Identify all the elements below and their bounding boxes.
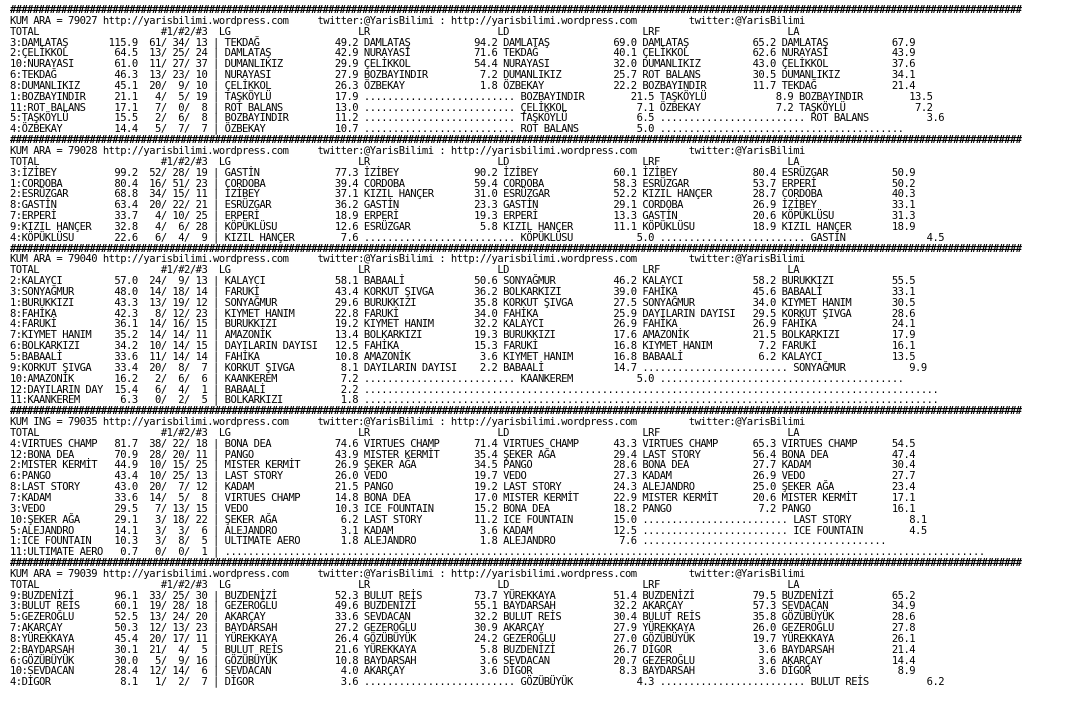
section-separator: ################################################################################################################################################################################## [10, 242, 1022, 255]
result-row: 8:DUMANLIKIZ 45.1 20/ 9/ 10 | ÇELİKKOL 26.3 ÖZBEKAY 1.8 ÖZBEKAY 22.2 BOZBAYINDIR 11.7 TEKDAĞ 21.4 [10, 79, 916, 92]
section-separator: ################################################################################################################################################################################## [10, 134, 1022, 147]
result-row: 3:DAMLATAŞ 115.9 61/ 34/ 13 | TEKDAĞ 49.2 DAMLATAŞ 94.2 DAMLATAŞ 69.0 DAMLATAŞ 65.2 DAMLATAŞ 67.9 [10, 36, 916, 49]
column-header-line: TOTAL #1/#2/#3 LG LR LD LRF LA [10, 155, 800, 168]
result-row: 12:BONA DEA 70.9 28/ 20/ 11 | PANGO 43.9 MISTER KERMİT 35.4 ŞEKER AĞA 29.4 LAST STORY 56.4 BONA DEA 47.4 [10, 448, 916, 461]
result-row: 1:CORDOBA 80.4 16/ 51/ 23 | CORDOBA 39.4 CORDOBA 59.4 CORDOBA 58.3 ESRÜZGAR 53.7 ERPERİ 50.2 [10, 177, 916, 190]
result-row: 5:TAŞKÖYLÜ 15.5 2/ 6/ 8 | BOZBAYINDIR 11.2 .......................... TAŞKÖYLÜ 6.5 ......................... ROT BALANS 3.6 [10, 112, 945, 125]
result-row: 2:KALAYCI 57.0 24/ 9/ 13 | KALAYCI 58.1 BABAALİ 50.6 SONYAĞMUR 46.2 KALAYCI 58.2 BURUKKIZI 55.5 [10, 275, 916, 288]
race-section [10, 406, 1021, 558]
race-section [10, 558, 1021, 688]
result-row: 9:KIZIL HANÇER 32.8 4/ 6/ 28 | KÖPÜKLÜSU 12.6 ESRÜZGAR 5.8 KIZIL HANÇER 11.1 KÖPÜKLÜSU 18.9 KIZIL HANÇER 18.9 [10, 220, 916, 233]
race-section [10, 244, 1021, 407]
result-row: 4:DİGOR 8.1 1/ 2/ 7 | DİGOR 3.6 .......................... GÖZÜBÜYÜK 4.3 ......................... BULUT REİS 6.2 [10, 676, 945, 689]
column-header-line: TOTAL #1/#2/#3 LG LR LD LRF LA [10, 264, 800, 277]
result-row: 4:KÖPÜKLÜSU 22.6 6/ 4/ 9 | KIZIL HANÇER 7.6 .......................... KÖPÜKLÜSU 5.0 ......................... GASTİN 4.5 [10, 231, 945, 244]
result-row: 10:SEVDACAN 28.4 12/ 14/ 6 | SEVDACAN 4.0 AKARÇAY 3.6 DİGOR 8.3 BAYDARSAH 3.6 DİGOR 8.9 [10, 665, 916, 678]
result-row: 5:BABAALİ 33.6 11/ 14/ 14 | FAHİKA 10.8 AMAZONİK 3.6 KIYMET HANIM 16.8 BABAALİ 6.2 KALAYCI 13.5 [10, 351, 916, 363]
result-row: 7:KIYMET HANIM 35.2 14/ 14/ 11 | AMAZONİK 13.4 BOLKARKIZI 19.3 BURUKKIZI 17.6 AMAZONİK 21.5 BOLKARKIZI 17.9 [10, 329, 916, 342]
race-header-line: KUM ARA = 79028 http://yarisbilimi.wordpress.com twitter:@YarisBilimi : http://yarisbilimi.wordpress.com twitter:@YarisBilimi [10, 144, 805, 157]
result-row: 4:ÖZBEKAY 14.4 5/ 7/ 7 | ÖZBEKAY 10.7 .......................... ROT BALANS 5.0 .......................................... [10, 123, 904, 136]
result-row: 3:İZİBEY 99.2 52/ 28/ 19 | GASTİN 77.3 İZİBEY 90.2 İZİBEY 60.1 İZİBEY 80.4 ESRÜZGAR 50.9 [10, 166, 916, 179]
race-header-line: KUM ARA = 79040 http://yarisbilimi.wordpress.com twitter:@YarisBilimi : http://yarisbilimi.wordpress.com twitter:@YarisBilimi [10, 253, 805, 266]
result-row: 8:LAST STORY 43.0 20/ 7/ 12 | KADAM 21.5 PANGO 19.2 LAST STORY 24.3 ALEJANDRO 25.0 ŞEKER AĞA 23.4 [10, 481, 916, 494]
result-row: 7:ERPERİ 33.7 4/ 10/ 25 | ERPERİ 18.9 ERPERİ 19.3 ERPERİ 13.3 GASTİN 20.6 KÖPÜKLÜSU 31.3 [10, 210, 916, 223]
result-row: 10:ŞEKER AĞA 29.1 3/ 18/ 22 | ŞEKER AĞA 6.2 LAST STORY 11.2 ICE FOUNTAIN 15.0 ......................... LAST STORY 8.1 [10, 513, 927, 526]
column-header-line: TOTAL #1/#2/#3 LG LR LD LRF LA [10, 426, 800, 439]
result-row: 3:SONYAĞMUR 48.0 14/ 18/ 14 | FARUKİ 43.4 KORKUT ŞIVGA 36.2 BOLKARKIZI 39.0 FAHİKA 45.6 BABAALİ 33.1 [10, 285, 916, 298]
result-row: 1:BOZBAYINDIR 21.1 4/ 5/ 19 | TAŞKÖYLÜ 17.9 .......................... BOZBAYINDIR 21.5 TAŞKÖYLÜ 8.9 BOZBAYINDIR 13.5 [10, 90, 933, 103]
result-row: 7:AKARÇAY 50.3 12/ 13/ 23 | BAYDARSAH 27.2 GEZEROĞLU 30.9 AKARÇAY 27.9 YÜREKKAYA 26.0 GEZEROĞLU 27.8 [10, 622, 916, 635]
column-header-line: TOTAL #1/#2/#3 LG LR LD LRF LA [10, 25, 800, 38]
result-row: 1:ICE FOUNTAIN 10.3 3/ 8/ 5 | ULTIMATE AERO 1.8 ALEJANDRO 1.8 ALEJANDRO 7.6 .......................................... [10, 535, 887, 548]
column-header-line: TOTAL #1/#2/#3 LG LR LD LRF LA [10, 578, 800, 591]
result-row: 6:PANGO 43.4 10/ 25/ 13 | LAST STORY 26.0 VEDO 19.7 VEDO 27.3 KADAM 26.9 VEDO 27.7 [10, 470, 916, 483]
result-row: 11:ROT BALANS 17.1 7/ 0/ 8 | ROT BALANS 13.0 .......................... ÇELİKKOL 7.1 ÖZBEKAY 7.2 TAŞKÖYLÜ 7.2 [10, 101, 933, 114]
result-row: 11:ULTIMATE AERO 0.7 0/ 0/ 1 | ................................................................................................................................... [10, 546, 985, 559]
result-row: 10:AMAZONİK 16.2 2/ 6/ 6 | KAANKEREM 7.2 .......................... KAANKEREM 5.0 .......................................... [10, 372, 904, 385]
result-row: 8:GASTİN 63.4 20/ 22/ 21 | ESRÜZGAR 36.2 GASTİN 23.3 GASTİN 29.1 CORDOBA 26.9 İZİBEY 33.1 [10, 199, 916, 212]
result-row: 1:BURUKKIZI 43.3 13/ 19/ 12 | SONYAĞMUR 29.6 BURUKKIZI 35.8 KORKUT ŞIVGA 27.5 SONYAĞMUR 34.0 KIYMET HANIM 30.5 [10, 296, 916, 309]
race-header-line: KUM ING = 79035 http://yarisbilimi.wordpress.com twitter:@YarisBilimi : http://yarisbilimi.wordpress.com twitter:@YarisBilimi [10, 416, 805, 429]
result-row: 6:TEKDAĞ 46.3 13/ 23/ 10 | NURAYASI 27.9 BOZBAYINDIR 7.2 DUMANLIKIZ 25.7 ROT BALANS 30.5 DUMANLIKIZ 34.1 [10, 69, 916, 82]
result-row: 2:MISTER KERMİT 44.9 10/ 15/ 25 | MISTER KERMİT 26.9 ŞEKER AĞA 34.5 PANGO 28.6 BONA DEA 27.7 KADAM 30.4 [10, 459, 916, 472]
result-row: 3:VEDO 29.5 7/ 13/ 15 | VEDO 10.3 ICE FOUNTAIN 15.2 BONA DEA 18.2 PANGO 7.2 PANGO 16.1 [10, 502, 916, 515]
race-section [10, 135, 1021, 243]
race-results-document [10, 5, 1021, 688]
result-row: 8:YÜREKKAYA 45.4 20/ 17/ 11 | YÜREKKAYA 26.4 GÖZÜBÜYÜK 24.2 GEZEROĞLU 27.0 GÖZÜBÜYÜK 19.7 YÜREKKAYA 26.1 [10, 632, 916, 645]
result-row: 9:BUZDENİZİ 96.1 33/ 25/ 30 | BUZDENİZİ 52.3 BULUT REİS 73.7 YÜREKKAYA 51.4 BUZDENİZİ 79.5 BUZDENİZİ 65.2 [10, 589, 916, 602]
result-row: 3:BULUT REİS 60.1 19/ 28/ 18 | GEZEROĞLU 49.6 BUZDENİZİ 55.1 BAYDARSAH 32.2 AKARÇAY 57.3 SEVDACAN 34.9 [10, 600, 916, 613]
result-row: 12:DAYILARIN DAY 15.4 6/ 4/ 1 | BABAALİ 2.2 ................................................................................................... [10, 383, 939, 396]
result-row: 6:BOLKARKIZI 34.2 10/ 14/ 15 | DAYILARIN DAYISI 12.5 FAHİKA 15.3 FARUKİ 16.8 KIYMET HANIM 7.2 FARUKİ 16.1 [10, 340, 916, 353]
result-row: 4:FARUKİ 36.1 14/ 16/ 15 | BURUKKIZI 19.2 KIYMET HANIM 32.2 KALAYCI 26.9 FAHİKA 26.9 FAHİKA 24.1 [10, 318, 916, 331]
result-row: 5:ALEJANDRO 14.1 3/ 3/ 6 | ALEJANDRO 3.1 KADAM 3.6 KADAM 12.5 ......................... ICE FOUNTAIN 4.5 [10, 524, 927, 537]
section-separator: ################################################################################################################################################################################## [10, 405, 1022, 418]
race-header-line: KUM ARA = 79039 http://yarisbilimi.wordpress.com twitter:@YarisBilimi : http://yarisbilimi.wordpress.com twitter:@YarisBilimi [10, 567, 805, 580]
result-row: 2:ÇELİKKOL 64.5 13/ 25/ 24 | DAMLATAŞ 42.9 NURAYASI 71.6 TEKDAĞ 40.1 ÇELİKKOL 62.6 NURAYASI 43.9 [10, 47, 916, 60]
result-row: 7:KADAM 33.6 14/ 5/ 8 | VIRTUES CHAMP 14.8 BONA DEA 17.0 MISTER KERMİT 22.9 MISTER KERMİT 20.6 MISTER KERMİT 17.1 [10, 491, 916, 504]
result-row: 10:NURAYASI 61.0 11/ 27/ 37 | DUMANLIKIZ 29.9 ÇELİKKOL 54.4 NURAYASI 32.0 DUMANLIKIZ 43.0 ÇELİKKOL 37.6 [10, 58, 916, 71]
result-row: 2:ESRÜZGAR 68.8 34/ 15/ 11 | İZİBEY 37.1 KIZIL HANÇER 31.0 ESRÜZGAR 52.2 KIZIL HANÇER 28.7 CORDOBA 40.3 [10, 188, 916, 201]
section-separator: ################################################################################################################################################################################## [10, 4, 1022, 16]
result-row: 8:FAHİKA 42.3 8/ 12/ 23 | KIYMET HANIM 22.8 FARUKİ 34.0 FAHİKA 25.9 DAYILARIN DAYISI 29.5 KORKUT ŞIVGA 28.6 [10, 307, 916, 320]
result-row: 6:GÖZÜBÜYÜK 30.0 5/ 9/ 16 | GÖZÜBÜYÜK 10.8 BAYDARSAH 3.6 SEVDACAN 20.7 GEZEROĞLU 3.6 AKARÇAY 14.4 [10, 654, 916, 667]
race-section [10, 5, 1021, 135]
result-row: 11:KAANKEREM 6.3 0/ 2/ 5 | BOLKARKIZI 1.8 ................................................................................................... [10, 394, 939, 407]
race-header-line: KUM ARA = 79027 http://yarisbilimi.wordpress.com twitter:@YarisBilimi : http://yarisbilimi.wordpress.com twitter:@YarisBilimi [10, 14, 805, 27]
result-row: 4:VIRTUES CHAMP 81.7 38/ 22/ 18 | BONA DEA 74.6 VIRTUES CHAMP 71.4 VIRTUES CHAMP 43.3 VIRTUES CHAMP 65.3 VIRTUES CHAMP 54.5 [10, 437, 916, 450]
result-row: 9:KORKUT ŞIVGA 33.4 20/ 8/ 7 | KORKUT ŞIVGA 8.1 DAYILARIN DAYISI 2.2 BABAALİ 14.7 ......................... SONYAĞMUR 9.9 [10, 361, 927, 374]
section-separator: ################################################################################################################################################################################## [10, 557, 1022, 570]
result-row: 5:GEZEROĞLU 52.5 13/ 24/ 20 | AKARÇAY 33.6 SEVDACAN 32.2 BULUT REİS 30.4 BULUT REİS 35.8 GÖZÜBÜYÜK 28.6 [10, 611, 916, 624]
result-row: 2:BAYDARSAH 30.1 21/ 4/ 5 | BULUT REİS 21.6 YÜREKKAYA 5.8 BUZDENİZİ 26.7 DİGOR 3.6 BAYDARSAH 21.4 [10, 643, 916, 656]
